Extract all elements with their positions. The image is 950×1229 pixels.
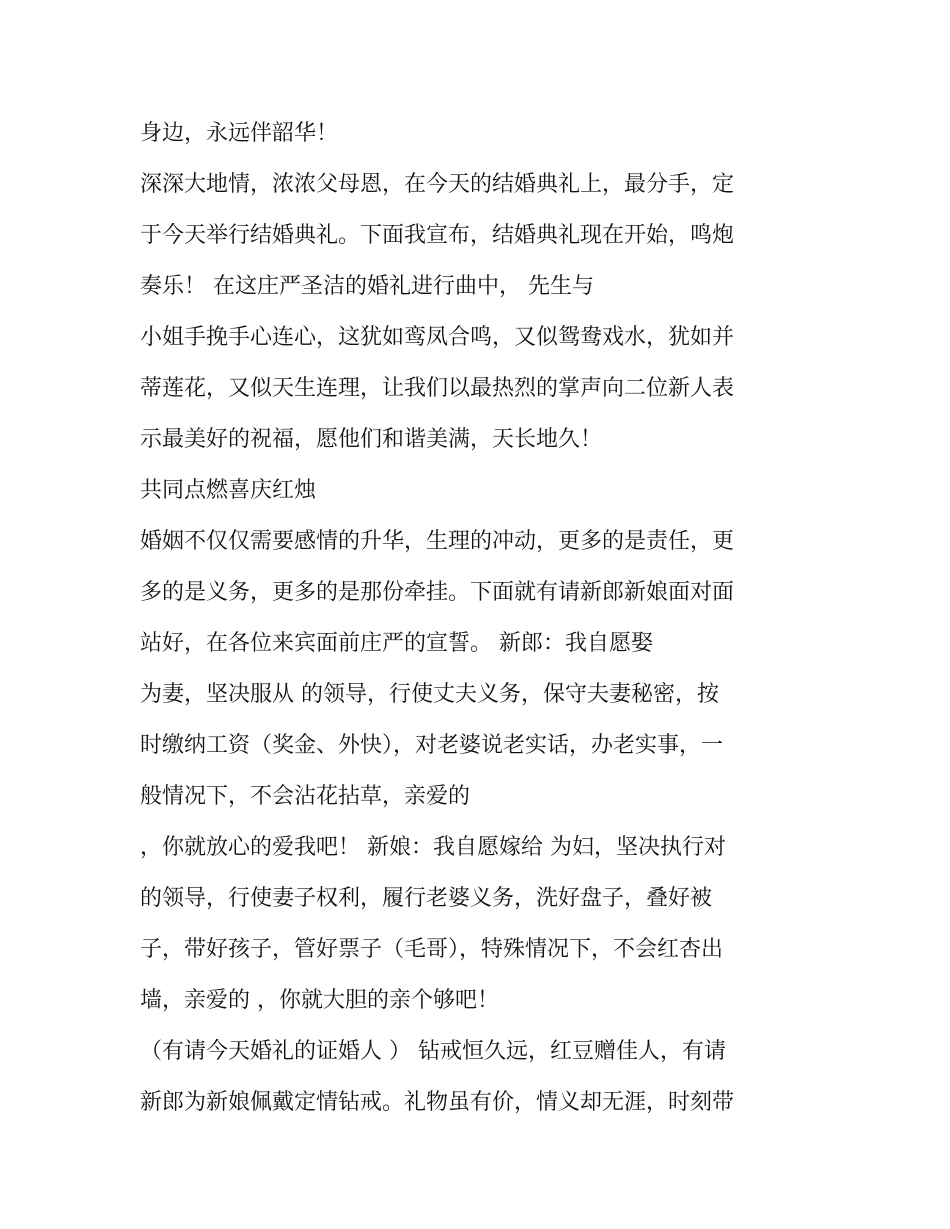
text-line: 多的是义务，更多的是那份牵挂。下面就有请新郎新娘面对面 (140, 580, 735, 605)
text-line: 小姐手挽手心连心，这犹如鸾凤合鸣，又似鸳鸯戏水，犹如并 (140, 325, 735, 350)
text-line: 墙，亲爱的 ，你就大胆的亲个够吧！ (140, 988, 499, 1013)
section-heading: 共同点燃喜庆红烛 (140, 478, 317, 503)
text-line: 新郎为新娘佩戴定情钻戒。礼物虽有价，情义却无涯，时刻带 (140, 1090, 735, 1115)
text-line: 的领导，行使妻子权利，履行老婆义务，洗好盘子，叠好被 (140, 886, 713, 911)
document-body (140, 108, 840, 1128)
text-line: 蒂莲花，又似天生连理，让我们以最热烈的掌声向二位新人表 (140, 376, 735, 401)
text-line: 为妻，坚决服从 的领导，行使丈夫义务，保守夫妻秘密，按 (140, 682, 719, 707)
text-line: （有请今天婚礼的证婚人 ） 钻戒恒久远，红豆赠佳人，有请 (140, 1039, 726, 1064)
text-line: 身边，永远伴韶华！ (140, 121, 339, 146)
text-line: 子，带好孩子，管好票子（毛哥），特殊情况下，不会红杏出 (140, 937, 724, 962)
text-line: ，你就放心的爱我吧！ 新娘：我自愿嫁给 为妇，坚决执行对 (140, 835, 726, 860)
text-line: 深深大地情，浓浓父母恩，在今天的结婚典礼上，最分手，定 (140, 172, 735, 197)
text-line: 示最美好的祝福，愿他们和谐美满，天长地久！ (140, 427, 603, 452)
text-line: 般情况下，不会沾花拈草，亲爱的 (140, 784, 471, 809)
text-line: 时缴纳工资（奖金、外快），对老婆说老实话，办老实事，一 (140, 733, 724, 758)
text-line: 站好，在各位来宾面前庄严的宣誓。 新郎：我自愿娶 (140, 631, 653, 656)
text-line: 于今天举行结婚典礼。下面我宣布，结婚典礼现在开始，鸣炮 (140, 223, 735, 248)
text-line: 婚姻不仅仅需要感情的升华，生理的冲动，更多的是责任，更 (140, 529, 735, 554)
text-line: 奏乐！ 在这庄严圣洁的婚礼进行曲中， 先生与 (140, 274, 594, 299)
